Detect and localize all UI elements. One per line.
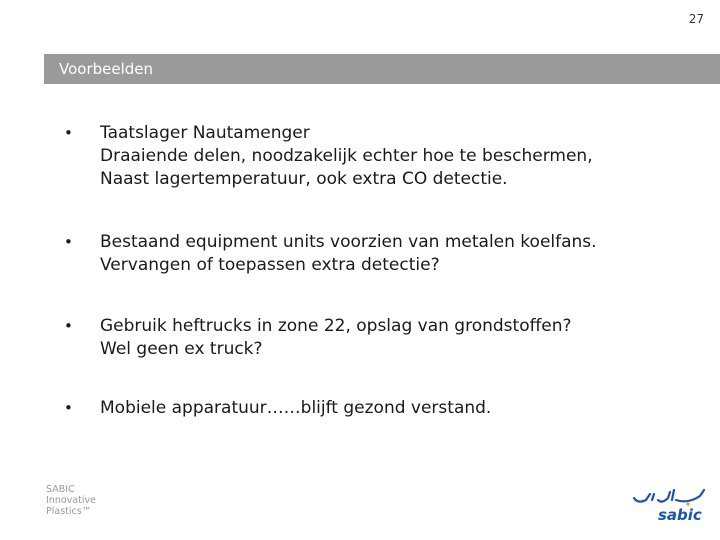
bullet-text-line: Bestaand equipment units voorzien van metalen koelfans. xyxy=(100,232,597,252)
bullet-item xyxy=(64,231,704,277)
bullet-text-line: Draaiende delen, noodzakelijk echter hoe te beschermen, xyxy=(100,146,593,166)
bullet-list xyxy=(64,122,704,420)
title-bar xyxy=(44,54,720,84)
sabic-logo xyxy=(628,484,708,526)
logo-text-line: Plastics™ xyxy=(46,506,92,517)
logo-text-line: Innovative xyxy=(46,495,96,506)
bullet-icon: • xyxy=(64,233,73,251)
slide-title: Voorbeelden xyxy=(59,60,154,78)
sabic-innovative-plastics-logo xyxy=(46,484,96,517)
bullet-icon: • xyxy=(64,399,73,417)
bullet-text-line: Gebruik heftrucks in zone 22, opslag van grondstoffen? xyxy=(100,316,572,336)
bullet-text-line: Taatslager Nautamenger xyxy=(100,123,310,143)
sabic-wordmark: sabic xyxy=(658,506,702,524)
logo-text-line: SABIC xyxy=(46,484,75,495)
bullet-item xyxy=(64,122,704,191)
bullet-icon: • xyxy=(64,317,73,335)
bullet-item xyxy=(64,397,704,420)
bullet-text-line: Mobiele apparatuur……blijft gezond verstand. xyxy=(100,398,492,418)
sabic-arabic-mark-icon xyxy=(628,484,708,508)
bullet-item xyxy=(64,315,704,361)
bullet-text-line: Vervangen of toepassen extra detectie? xyxy=(100,255,440,275)
page-number: 27 xyxy=(688,12,704,26)
bullet-icon: • xyxy=(64,124,73,142)
bullet-text-line: Naast lagertemperatuur, ook extra CO detectie. xyxy=(100,169,508,189)
bullet-text-line: Wel geen ex truck? xyxy=(100,339,263,359)
